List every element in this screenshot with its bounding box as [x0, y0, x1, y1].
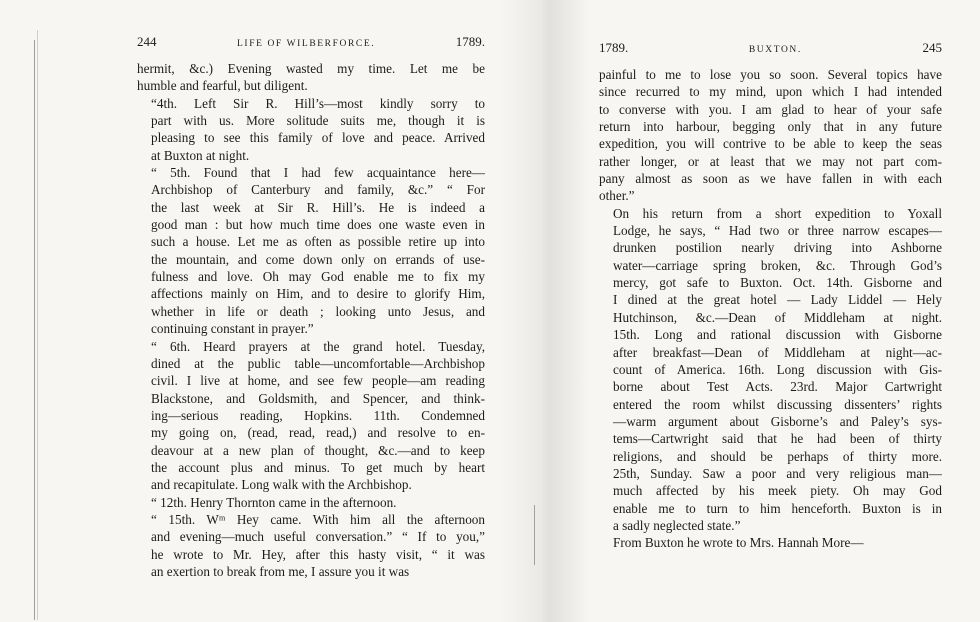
text-line: painful to me to lose you so soon. Several topics have — [599, 67, 942, 82]
text-line: Blackstone, and Goldsmith, and Spencer, and think- — [151, 390, 485, 406]
text-line: “4th. Left Sir R. Hill’s—most kindly sorry to — [151, 95, 485, 111]
paragraph — [137, 511, 485, 580]
text-line: rather longer, or at least that we may not part com- — [599, 153, 942, 169]
gutter-shadow — [500, 0, 590, 622]
text-line: at Buxton at night. — [151, 147, 250, 163]
text-line: pany almost as soon as we have fallen in with each — [599, 171, 942, 187]
text-line: and recapitulate. Long walk with the Archbishop. — [151, 477, 412, 493]
text-line: the account plus and minus. To get much by heart — [151, 459, 485, 475]
text-line: good man : but how much time does one waste even in — [151, 217, 485, 233]
text-line: such a house. Let me as often as possible retire up into — [151, 234, 485, 250]
text-line: affections mainly on Him, and to desire to glorify Him, — [151, 286, 485, 302]
page-number: 244 — [137, 34, 157, 49]
text-line: deavour at a new plan of thought, &c.—and to keep — [151, 442, 485, 458]
text-line: On his return from a short expedition to Yoxall — [613, 205, 942, 221]
right-page — [599, 40, 942, 552]
text-line: an exertion to break from me, I assure you it was — [151, 563, 410, 579]
text-line: count of America. 16th. Long discussion with Gis- — [613, 361, 942, 377]
text-line: my going on, (read, read, read,) and resolve to en- — [151, 425, 485, 441]
text-line: I dined at the great hotel — Lady Liddel — Hely — [613, 292, 942, 308]
text-line: religions, and should be perhaps of thirty more. — [613, 448, 942, 464]
right-body-text — [599, 66, 942, 552]
text-line: continuing constant in prayer.” — [151, 321, 314, 337]
text-line: —warm argument about Gisborne’s and Paley’s sys- — [613, 413, 942, 429]
text-line: return into harbour, begging only that in any future — [599, 119, 942, 135]
paragraph — [137, 338, 485, 494]
text-line: hermit, &c.) Evening wasted my time. Let me be — [137, 61, 485, 76]
text-line: since recurred to my mind, upon which I had intended — [599, 84, 942, 100]
paragraph — [599, 66, 942, 205]
text-line: Lodge, he says, “ Had two or three narrow escapes— — [613, 223, 942, 239]
paragraph — [137, 164, 485, 337]
text-line: the mountain, and come down only on errands of use- — [151, 251, 485, 267]
text-line: “ 12th. Henry Thornton came in the afternoon. — [151, 494, 397, 510]
left-page — [137, 34, 485, 580]
text-line: he wrote to Mr. Hey, after this hasty visit, “ it was — [151, 546, 485, 562]
text-line: fulness and love. Oh may God enable me to fix my — [151, 269, 485, 285]
paragraph — [599, 205, 942, 535]
text-line: a sadly neglected state.” — [613, 517, 741, 533]
text-line: ing—serious reading, Hopkins. 11th. Condemned — [151, 407, 485, 423]
text-line: “ 6th. Heard prayers at the grand hotel. Tuesday, — [151, 338, 485, 354]
text-line: tems—Cartwright said that he had been of thirty — [613, 431, 942, 447]
paragraph — [599, 534, 942, 551]
text-line: much affected by his meek piety. Oh may God — [613, 483, 942, 499]
text-line: enable me to turn to him henceforth. Buxton is in — [613, 500, 942, 516]
text-line: pleasing to see this family of love and peace. Arrived — [151, 130, 485, 146]
text-line: expedition, you will contrive to be able to keep the seas — [599, 136, 942, 152]
running-title: LIFE OF WILBERFORCE. — [237, 39, 376, 49]
text-line: From Buxton he wrote to Mrs. Hannah More— — [613, 535, 864, 551]
running-year: 1789. — [599, 40, 629, 55]
left-running-head — [137, 34, 485, 60]
text-line: other.” — [599, 188, 635, 204]
text-line: entered the room whilst discussing dissenters’ rights — [613, 396, 942, 412]
text-line: mercy, got safe to Buxton. Oct. 14th. Gisborne and — [613, 275, 942, 291]
text-line: humble and fearful, but diligent. — [137, 78, 308, 94]
left-body-text — [137, 60, 485, 580]
text-line: borne about Test Acts. 23rd. Major Cartwright — [613, 379, 942, 395]
page-edge-line — [37, 30, 38, 620]
text-line: dined at the public table—uncomfortable—Archbishop — [151, 355, 485, 371]
page-edge-line — [34, 40, 35, 620]
gutter-mark — [534, 505, 535, 565]
text-line: drunken postilion nearly driving into Ashborne — [613, 240, 942, 256]
text-line: and evening—much useful conversation.” “ If to you,” — [151, 529, 485, 545]
text-line: 25th, Sunday. Saw a poor and very religious man— — [613, 465, 942, 481]
paragraph — [137, 494, 485, 511]
text-line: part with us. More solitude suits me, though it is — [151, 113, 485, 129]
text-line: water—carriage spring broken, &c. Through God’s — [613, 257, 942, 273]
page-number: 245 — [922, 40, 942, 55]
text-line: to converse with you. I am glad to hear of your safe — [599, 101, 942, 117]
text-line: civil. I live at home, and see few people—am reading — [151, 373, 485, 389]
text-line: whether in life or death ; looking unto Jesus, and — [151, 303, 485, 319]
text-line: “ 15th. Wᵐ Hey came. With him all the afternoon — [151, 511, 485, 527]
text-line: “ 5th. Found that I had few acquaintance here— — [151, 165, 485, 181]
text-line: Hutchinson, &c.—Dean of Middleham at night. — [613, 309, 942, 325]
text-line: the last week at Sir R. Hill’s. He is indeed a — [151, 199, 485, 215]
running-title: BUXTON. — [748, 45, 802, 55]
paragraph — [137, 95, 485, 164]
running-year: 1789. — [455, 34, 485, 49]
right-running-head — [599, 40, 942, 66]
text-line: after breakfast—Dean of Middleham at night—ac- — [613, 344, 942, 360]
text-line: Archbishop of Canterbury and family, &c.” “ For — [151, 182, 485, 198]
text-line: 15th. Long and rational discussion with Gisborne — [613, 327, 942, 343]
paragraph — [137, 60, 485, 95]
